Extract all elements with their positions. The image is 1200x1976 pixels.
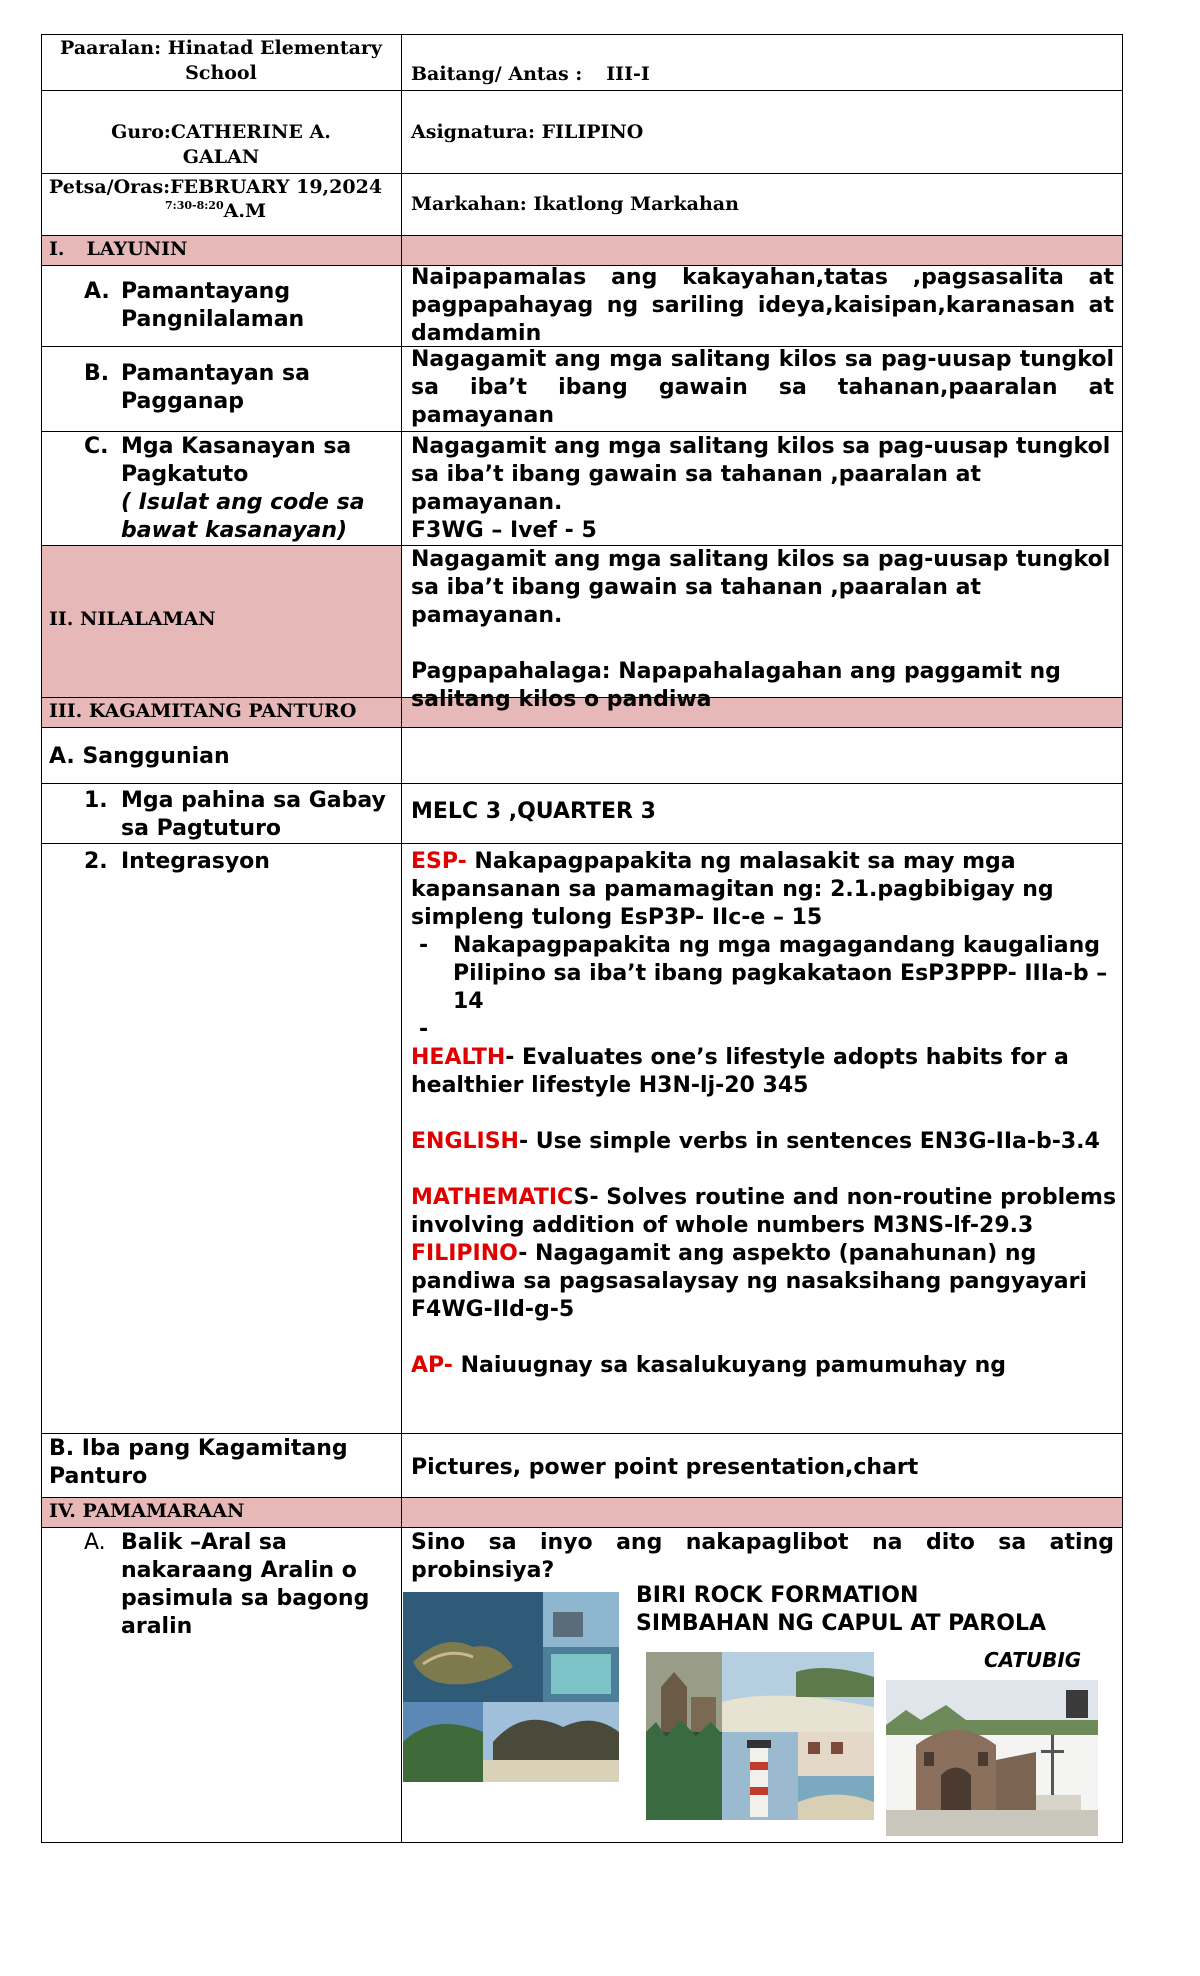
layunin-a-letter: A. [84, 279, 110, 304]
ap-integration: AP- Naiuugnay sa kasalukuyang pamumuhay ng [411, 1353, 1007, 1378]
empty-bullet: - [419, 1017, 429, 1042]
ap-tag: AP- [411, 1353, 453, 1378]
gabay-label: Mga pahina sa Gabay sa Pagtuturo [121, 788, 386, 841]
math-integration: MATHEMATICS- Solves routine and non-routine problems involving addition of whole numbers M3NS-lf-29.3 [411, 1185, 1117, 1238]
date-label: Petsa/Oras:FEBRUARY 19,2024 [49, 176, 383, 198]
kagamitan-heading: III. KAGAMITANG PANTURO [49, 700, 357, 722]
time-label: $^{7:30-8:20}$A.M [165, 199, 266, 222]
esp-integration: ESP- Nakapagpapakita ng malasakit sa may mga kapansanan sa pamamagitan ng: 2.1.pagbibigay ng simpleng tulong EsP3P- IIc-e – 15 [411, 849, 1054, 930]
iba-pang-kagamitan-text: Pictures, power point presentation,chart [411, 1455, 919, 1480]
pamamaraan-heading: IV. PAMAMARAAN [49, 1500, 245, 1522]
iba-pang-kagamitan-label: B. Iba pang Kagamitang Panturo [49, 1436, 348, 1489]
competency-code: F3WG – Ivef - 5 [411, 518, 597, 543]
nilalaman-heading: II. NILALAMAN [49, 608, 216, 630]
layunin-b-text: Nagagamit ang mga salitang kilos sa pag-uusap tungkol sa iba’t ibang gawain sa tahanan,paaralan at pamayanan [411, 347, 1114, 428]
row-line [41, 783, 1123, 784]
row-line [41, 431, 1123, 432]
layunin-a-label: Pamantayang Pangnilalaman [121, 279, 305, 332]
layunin-heading: I. LAYUNIN [49, 238, 188, 260]
layunin-c-text: Nagagamit ang mga salitang kilos sa pag-uusap tungkol sa iba’t ibang gawain sa tahanan ,paaralan at pamayanan. F3WG – Ivef - 5 [411, 433, 1114, 545]
integrasyon-text [411, 848, 1121, 1433]
row-line [41, 1497, 1123, 1498]
integrasyon-label: Integrasyon [121, 849, 270, 874]
school-label: Paaralan: Hinatad Elementary School [60, 37, 382, 84]
nilalaman-value: Pagpapahalaga: Napapahalagahan ang paggamit ng salitang kilos o pandiwa [411, 659, 1061, 712]
health-tag: HEALTH [411, 1045, 506, 1070]
esp-bullet-item: - Nakapagpapakita ng mga magagandang kaugaliang Pilipino sa iba’t ibang pagkakataon EsP3PPP- IIIa-b – 14 [419, 933, 1108, 1014]
layunin-c-label: Mga Kasanayan sa Pagkatuto ( Isulat ang code sa bawat kasanayan) [121, 434, 365, 543]
integrasyon-num: 2. [84, 849, 108, 874]
balik-aral-label: Balik –Aral sa nakaraang Aralin o pasimula sa bagong aralin [121, 1530, 370, 1639]
lesson-plan-table [41, 34, 1123, 1843]
sanggunian-label: A. Sanggunian [49, 744, 230, 769]
esp-tag: ESP- [411, 849, 467, 874]
health-integration: HEALTH- Evaluates one’s lifestyle adopts habits for a healthier lifestyle H3N-lj-20 345 [411, 1045, 1069, 1098]
layunin-b-label: Pamantayan sa Pagganap [121, 361, 310, 414]
row-line [41, 843, 1123, 844]
gabay-num: 1. [84, 788, 108, 813]
caption-biri: BIRI ROCK FORMATION [636, 1583, 919, 1608]
teacher-label: Guro:CATHERINE A. GALAN [111, 121, 331, 168]
filipino-tag: FILIPINO [411, 1241, 519, 1266]
catubig-church-photo [886, 1680, 1098, 1836]
gabay-text: MELC 3 ,QUARTER 3 [411, 799, 656, 824]
row-line [41, 1433, 1123, 1434]
row-line [41, 1527, 1123, 1528]
nilalaman-text: Nagagamit ang mga salitang kilos sa pag-uusap tungkol sa iba’t ibang gawain sa tahanan ,paaralan at pamayanan. Pagpapahalaga: Napapahalagahan ang paggamit ng salitang kilos o pandiwa [411, 546, 1114, 697]
layunin-c-letter: C. [84, 434, 109, 459]
filipino-integration: FILIPINO- Nagagamit ang aspekto (panahunan) ng pandiwa sa pagsasalaysay ng nasaksihang pangyayari F4WG-IId-g-5 [411, 1241, 1087, 1322]
caption-catubig: CATUBIG [984, 1648, 1082, 1672]
balik-aral-question: Sino sa inyo ang nakapaglibot na dito sa ating probinsiya? [411, 1530, 1114, 1583]
row-line [41, 727, 1123, 728]
math-tag: MATHEMATIC [411, 1185, 574, 1210]
english-integration: ENGLISH- Use simple verbs in sentences EN3G-IIa-b-3.4 [411, 1129, 1100, 1154]
row-line [41, 90, 1123, 91]
column-divider [401, 34, 402, 1843]
row-line [41, 173, 1123, 174]
quarter-label: Markahan: Ikatlong Markahan [411, 193, 739, 215]
row-line [41, 235, 1123, 236]
layunin-a-text: Naipapamalas ang kakayahan,tatas ,pagsasalita at pagpapahayag ng sariling ideya,kaisipan,karanasan at damdamin [411, 265, 1114, 346]
balik-aral-letter: A. [84, 1530, 106, 1555]
layunin-b-letter: B. [84, 361, 110, 386]
capul-church-lighthouse-collage [646, 1652, 874, 1820]
subject-label: Asignatura: FILIPINO [411, 121, 644, 143]
grade-label: Baitang/ Antas : III-I [411, 63, 650, 85]
caption-capul: SIMBAHAN NG CAPUL AT PAROLA [636, 1611, 1046, 1636]
english-tag: ENGLISH [411, 1129, 519, 1154]
biri-rock-photo-collage [403, 1592, 619, 1782]
grade-value: III-I [606, 63, 650, 85]
